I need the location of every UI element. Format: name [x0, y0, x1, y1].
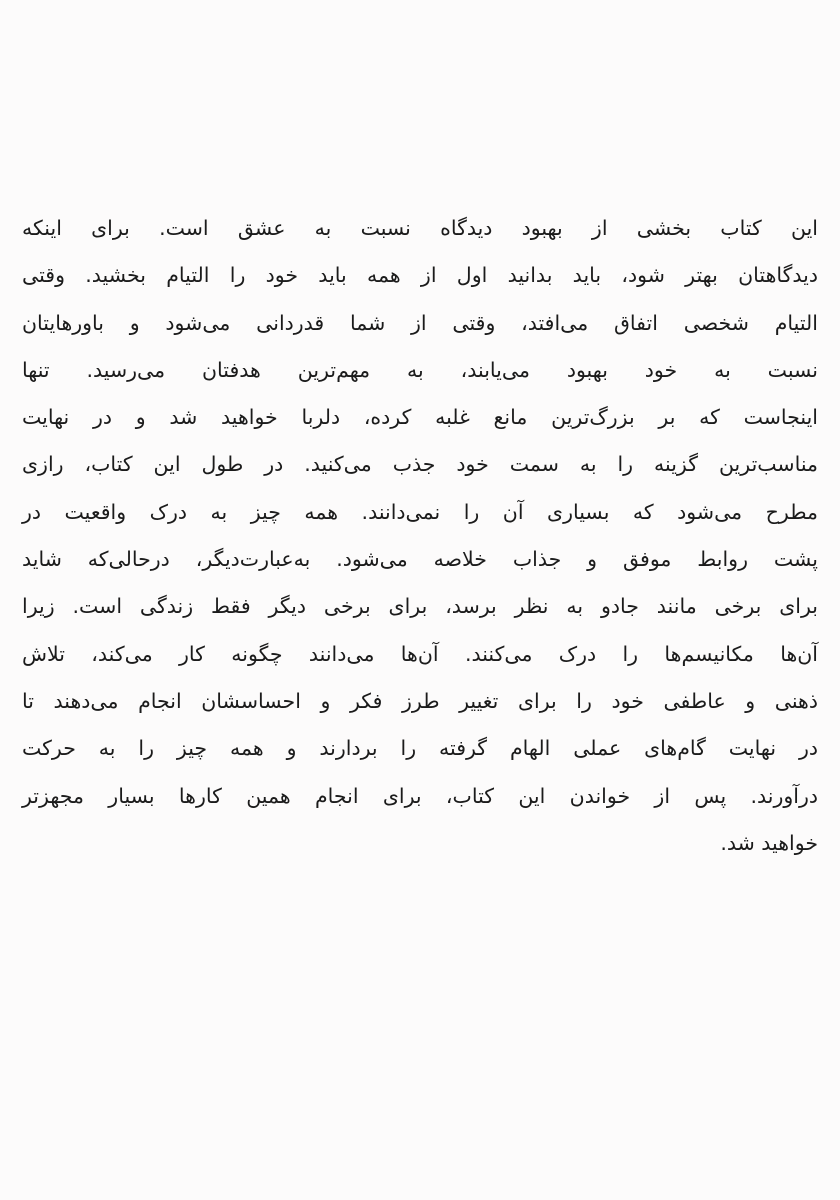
- paragraph-line: در نهایت گام‌های عملی الهام گرفته را بردارند و همه چیز را به حرکت: [22, 736, 818, 761]
- paragraph-line: خواهید شد.: [720, 830, 818, 855]
- paragraph-line: برای برخی مانند جادو به نظر برسد، برای برخی دیگر فقط زندگی است. زیرا: [22, 594, 818, 619]
- paragraph-line: آن‌ها مکانیسم‌ها را درک می‌کنند. آن‌ها می‌دانند چگونه کار می‌کند، تلاش: [22, 641, 818, 666]
- paragraph-line: مناسب‌ترین گزینه را به سمت خود جذب می‌کنید. در طول این کتاب، رازی: [22, 452, 818, 477]
- paragraph-line: مطرح می‌شود که بسیاری آن را نمی‌دانند. همه چیز به درک واقعیت در: [22, 499, 818, 524]
- paragraph-line: التیام شخصی اتفاق می‌افتد، وقتی از شما قدردانی می‌شود و باورهایتان: [22, 310, 818, 335]
- paragraph-line: این کتاب بخشی از بهبود دیدگاه نسبت به عشق است. برای اینکه: [22, 216, 818, 240]
- body-paragraph: [22, 205, 818, 867]
- paragraph-line: اینجاست که بر بزرگ‌ترین مانع غلبه کرده، دلربا خواهید شد و در نهایت: [22, 405, 818, 430]
- paragraph-line: نسبت به خود بهبود می‌یابند، به مهم‌ترین هدفتان می‌رسید. تنها: [22, 357, 818, 382]
- paragraph-line: پشت روابط موفق و جذاب خلاصه می‌شود. به‌عبارت‌دیگر، درحالی‌که شاید: [22, 547, 818, 572]
- paragraph-line: دیدگاهتان بهتر شود، باید بدانید اول از همه باید خود را التیام بخشید. وقتی: [22, 263, 818, 288]
- paragraph-line: درآورند. پس از خواندن این کتاب، برای انجام همین کارها بسیار مجهزتر: [22, 783, 818, 808]
- paragraph-line: ذهنی و عاطفی خود را برای تغییر طرز فکر و احساسشان انجام می‌دهند تا: [22, 688, 818, 713]
